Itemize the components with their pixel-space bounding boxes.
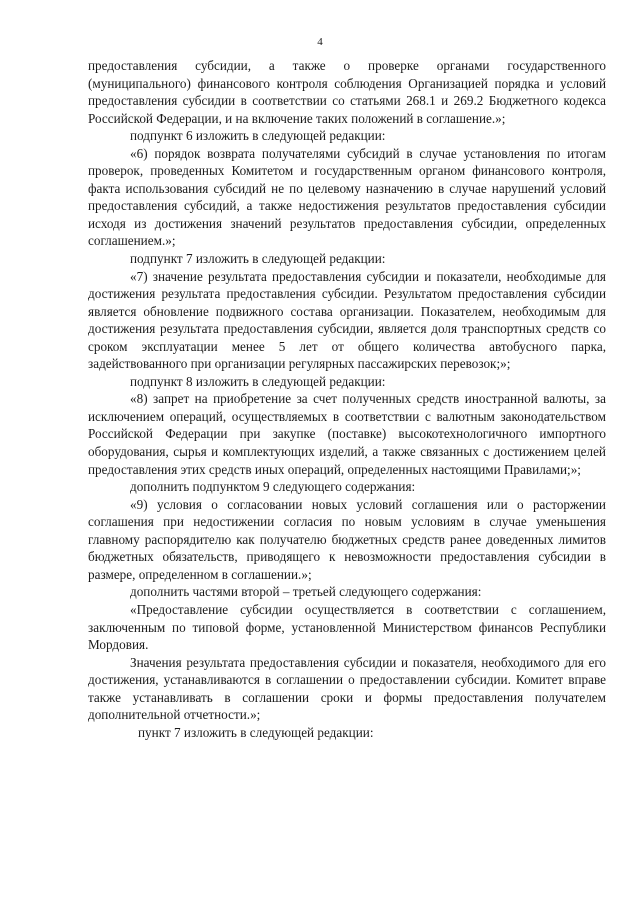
paragraph-11: «Предоставление субсидии осуществляется в соответствии с соглашением, заключенным по типовой форме, установленной Министерством финансов Республики Мордовия. [88,601,606,653]
paragraph-9: «9) условия о согласовании новых условий соглашения или о расторжении соглашения при недостижении согласия по новым условиям в случае уменьшения главному распорядителю как получателю бюджетных средств ранее доведенных лимитов бюджетных обязательств, приводящего к невозможности предоставления субсидии в размере, определенном в соглашении.»; [88,496,606,582]
paragraph-7: «8) запрет на приобретение за счет полученных средств иностранной валюты, за исключением операций, осуществляемых в соответствии с валютным законодательством Российской Федерации при закупке (поставке) высокотехнологичного импортного оборудования, сырья и комплектующих изделий, а также связанных с достижением целей предоставления этих средств иных операций, определенных настоящими Правилами;»; [88,391,606,477]
paragraph-6: подпункт 8 изложить в следующей редакции: [130,373,386,389]
paragraph-4: подпункт 7 изложить в следующей редакции: [130,251,386,267]
paragraph-1: предоставления субсидии, а также о проверке органами государственного (муниципального) финансового контроля соблюдения Организацией порядка и условий предоставления субсидии в соответствии со статьями 268.1 и 269.2 Бюджетного кодекса Российской Федерации, и на включение таких положений в соглашение.»; [88,58,606,126]
document-body [88,57,606,741]
paragraph-8: дополнить подпунктом 9 следующего содержания: [130,479,416,495]
paragraph-3: «6) порядок возврата получателями субсидий в случае установления по итогам проверок, проведенных Комитетом и государственным органом финансового контроля, факта использования субсидий не по целевому назначению в случае нарушений условий предоставления субсидий, а также недостижения результатов предоставления субсидии исходя из достижения значений результатов предоставления субсидии, определенных соглашением.»; [88,145,606,249]
page-number: 4 [317,36,323,48]
paragraph-5: «7) значение результата предоставления субсидии и показатели, необходимые для достижения результата предоставления субсидии. Результатом предоставления субсидии является обновление подвижного состава организации. Показателем, необходимым для достижения результата предоставления субсидии, является доля транспортных средств со сроком эксплуатации менее 5 лет от общего количества автобусного парка, задействованного при организации регулярных пассажирских перевозок;»; [88,268,606,372]
paragraph-2: подпункт 6 изложить в следующей редакции: [130,128,386,144]
paragraph-13: пункт 7 изложить в следующей редакции: [138,724,374,740]
paragraph-12: Значения результата предоставления субсидии и показателя, необходимого для его достижения, устанавливаются в соглашении о предоставлении субсидии. Комитет вправе также устанавливать в соглашении сроки и формы предоставления получателем дополнительной отчетности.»; [88,654,606,723]
paragraph-10: дополнить частями второй – третьей следующего содержания: [130,584,482,600]
